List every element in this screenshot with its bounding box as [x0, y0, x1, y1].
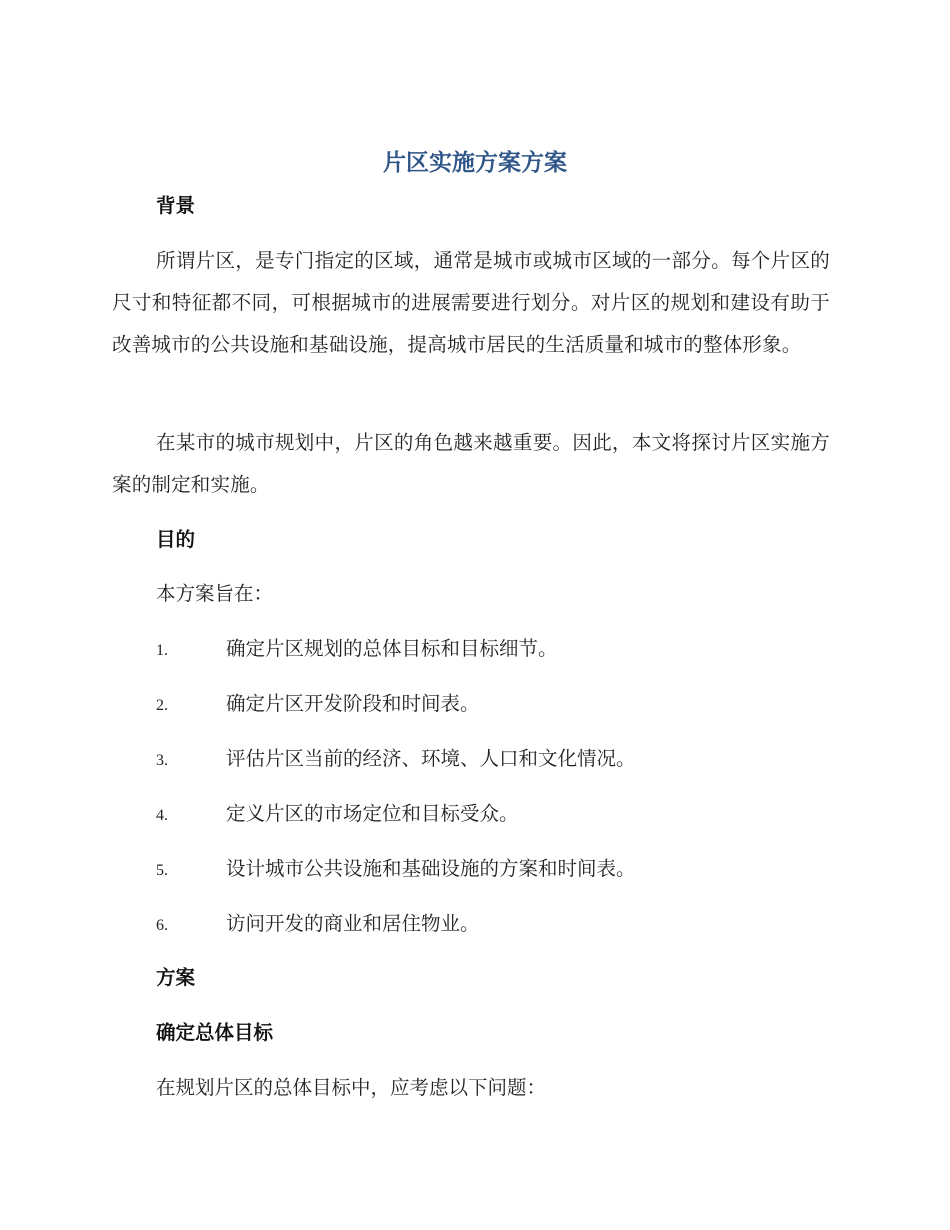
list-item-number: 2.: [156, 697, 168, 714]
list-item-text: 设计城市公共设施和基础设施的方案和时间表。: [226, 857, 636, 880]
plan-intro: 在规划片区的总体目标中，应考虑以下问题：: [156, 1076, 547, 1099]
list-item-number: 3.: [156, 752, 168, 769]
section-heading-background: 背景: [156, 194, 196, 217]
background-paragraph-2: 在某市的城市规划中，片区的角色越来越重要。因此，本文将探讨片区实施方案的制定和实施。: [112, 431, 830, 496]
list-item-number: 5.: [156, 862, 168, 879]
background-paragraph-1: 所谓片区，是专门指定的区域，通常是城市或城市区域的一部分。每个片区的尺寸和特征都不同，可根据城市的进展需要进行划分。对片区的规划和建设有助于改善城市的公共设施和基础设施，提高城市居民的生活质量和城市的整体形象。: [112, 249, 830, 356]
list-item: [156, 910, 836, 938]
list-item-text: 评估片区当前的经济、环境、人口和文化情况。: [226, 747, 636, 770]
list-item-number: 6.: [156, 917, 168, 934]
list-item-number: 4.: [156, 807, 168, 824]
list-item-text: 确定片区开发阶段和时间表。: [226, 692, 480, 715]
document-title: 片区实施方案方案: [383, 150, 567, 176]
section-heading-purpose: 目的: [156, 528, 196, 551]
section-heading-plan: 方案: [156, 966, 196, 989]
list-item-text: 定义片区的市场定位和目标受众。: [226, 802, 519, 825]
list-item-number: 1.: [156, 642, 168, 659]
list-item: [156, 800, 836, 828]
list-item: [156, 855, 836, 883]
list-item: [156, 690, 836, 718]
list-item: [156, 745, 836, 773]
list-item-text: 确定片区规划的总体目标和目标细节。: [226, 637, 558, 660]
purpose-intro: 本方案旨在：: [156, 582, 274, 605]
list-item: [156, 635, 836, 663]
list-item-text: 访问开发的商业和居住物业。: [226, 912, 480, 935]
subsection-heading-overall-goals: 确定总体目标: [156, 1021, 274, 1044]
